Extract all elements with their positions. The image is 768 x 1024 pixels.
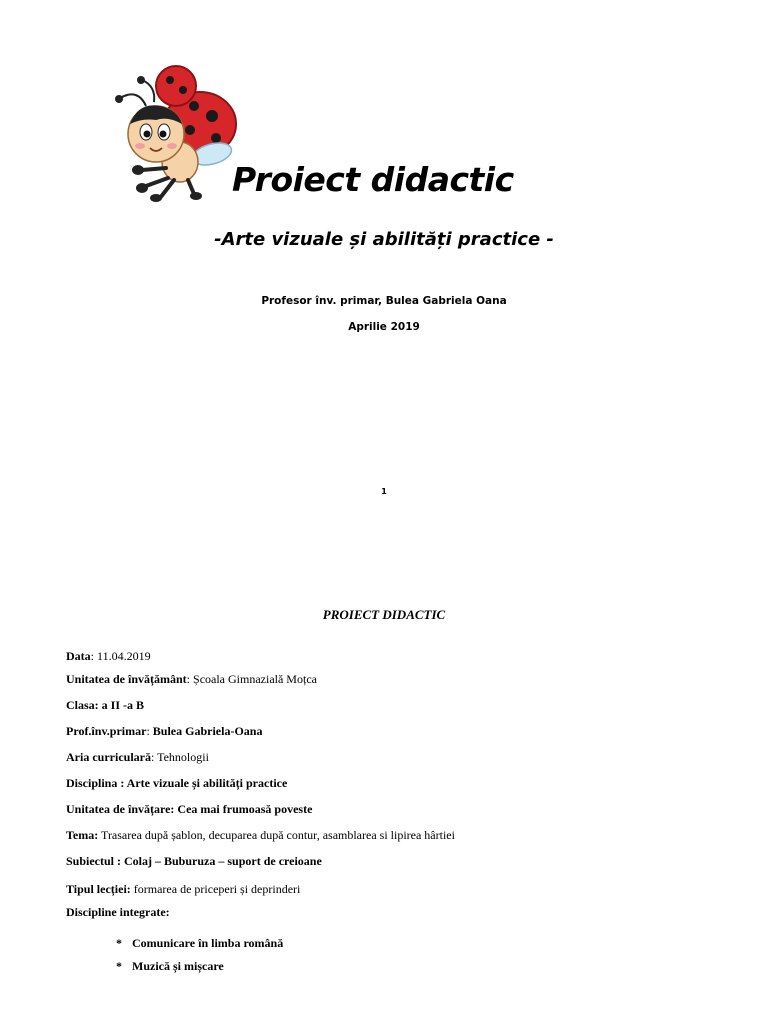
cover-date: Aprilie 2019	[348, 321, 420, 333]
field-teacher: Prof.înv.primar: Bulea Gabriela-Oana	[66, 724, 263, 738]
field-curricular-area: Aria curriculară: Tehnologii	[66, 750, 209, 764]
field-label: Aria curriculară	[66, 750, 151, 764]
field-discipline	[66, 776, 287, 791]
field-label: Discipline integrate:	[66, 905, 170, 919]
field-label: Tipul lecției:	[66, 882, 131, 896]
field-subject	[66, 854, 322, 869]
field-value: 11.04.2019	[97, 649, 151, 663]
field-label: Subiectul : Colaj – Buburuza – suport de creioane	[66, 854, 322, 868]
field-label: Unitatea de învățare: Cea mai frumoasă poveste	[66, 802, 313, 816]
asterisk-icon: *	[116, 936, 122, 950]
field-value: Tehnologii	[157, 750, 209, 764]
list-item-text: Muzică și mișcare	[132, 959, 224, 973]
lesson-heading: PROIECT DIDACTIC	[322, 607, 446, 622]
cover-subtitle: -Arte vizuale și abilități practice -	[214, 229, 554, 250]
cover-title: Proiect didactic	[232, 160, 514, 199]
field-lesson-type	[66, 882, 300, 897]
ladybug-illustration	[108, 58, 238, 203]
cover-author: Profesor înv. primar, Bulea Gabriela Oana	[261, 295, 507, 307]
field-class	[66, 698, 144, 713]
field-label: Unitatea de învățământ	[66, 672, 187, 686]
field-label: Data	[66, 649, 91, 663]
field-date: Data: 11.04.2019	[66, 649, 151, 663]
page-number: 1	[381, 487, 387, 496]
field-value: Trasarea după șablon, decuparea după contur, asamblarea si lipirea hârtiei	[101, 828, 455, 842]
list-item	[116, 936, 283, 951]
field-integrated-disciplines	[66, 905, 170, 920]
field-value: Școala Gimnazială Moțca	[193, 672, 317, 686]
field-label: Tema:	[66, 828, 99, 842]
list-item-text: Comunicare în limba română	[132, 936, 284, 950]
field-learning-unit	[66, 802, 312, 817]
field-label: Prof.înv.primar	[66, 724, 147, 738]
list-item	[116, 959, 224, 974]
field-theme	[66, 828, 455, 843]
field-value: Bulea Gabriela-Oana	[152, 724, 263, 738]
field-label: Disciplina : Arte vizuale și abilități practice	[66, 776, 288, 790]
field-value: formarea de priceperi și deprinderi	[133, 882, 301, 896]
field-label: Clasa: a II -a B	[66, 698, 145, 712]
asterisk-icon: *	[116, 959, 122, 973]
field-school: Unitatea de învățământ: Școala Gimnazială Moțca	[66, 672, 317, 686]
